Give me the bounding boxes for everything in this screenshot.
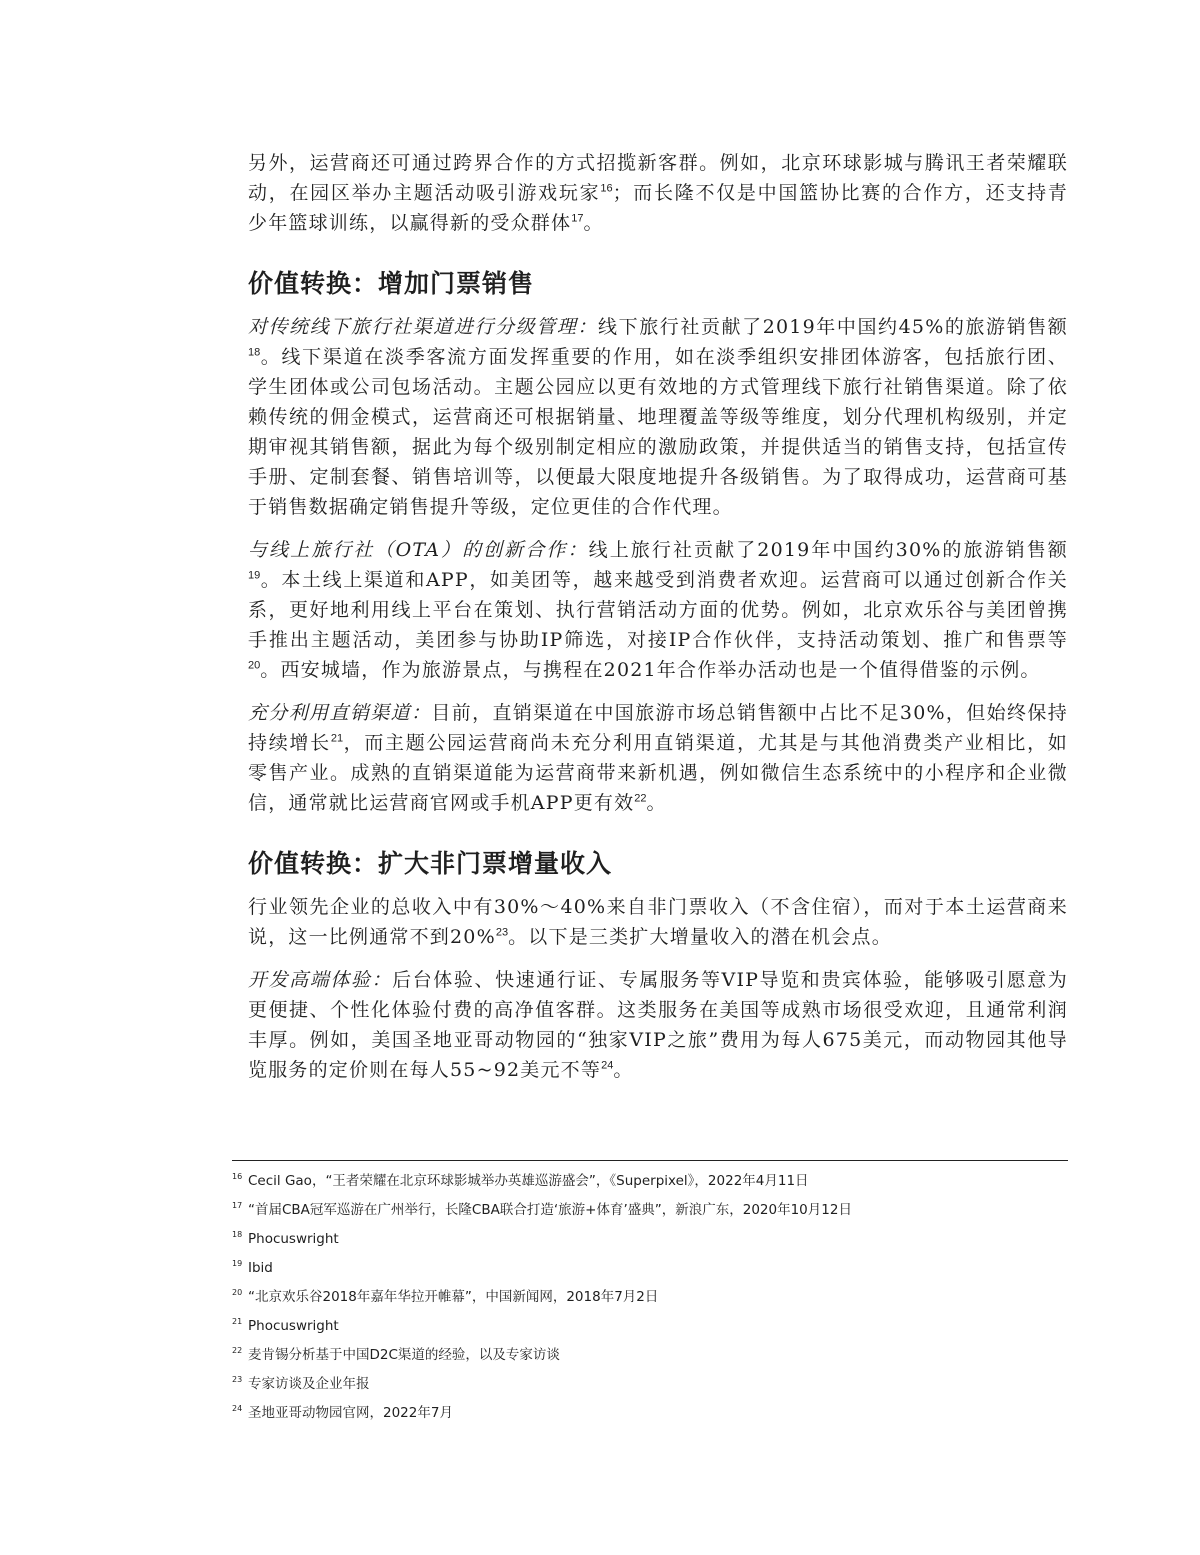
footnotes-section xyxy=(232,1160,1068,1428)
footnote-number: 17 xyxy=(232,1201,243,1210)
footnote-text: 麦肯锡分析基于中国D2C渠道的经验，以及专家访谈 xyxy=(248,1347,560,1363)
footnote-ref-20[interactable]: 20 xyxy=(248,659,261,672)
premium-experience-lead: 开发高端体验： xyxy=(248,969,393,991)
direct-channel-text-1: 目前，直销渠道在中国旅游市场总销售额中占比不足30%，但始终保持持续增长 xyxy=(248,702,1068,754)
footnote-text: Ibid xyxy=(248,1260,273,1276)
offline-agency-text-1: 线下旅行社贡献了2019年中国约45%的旅游销售额 xyxy=(598,316,1068,338)
footnote-number: 19 xyxy=(232,1259,243,1268)
footnote-ref-22[interactable]: 22 xyxy=(634,792,647,805)
footnote-text: Cecil Gao，“王者荣耀在北京环球影城举办英雄巡游盛会”，《Superpixel》，2022年4月11日 xyxy=(248,1173,809,1189)
footnote-number: 24 xyxy=(232,1404,243,1413)
footnote-item xyxy=(232,1399,1068,1428)
direct-channel-text-2: ，而主题公园运营商尚未充分利用直销渠道，尤其是与其他消费类产业相比，如零售产业。成熟的直销渠道能为运营商带来新机遇，例如微信生态系统中的小程序和企业微信，通常就比运营商官网或手机APP更有效 xyxy=(248,732,1068,814)
premium-experience-text-1: 后台体验、快速通行证、专属服务等VIP导览和贵宾体验，能够吸引愿意为更便捷、个性化体验付费的高净值客群。这类服务在美国等成熟市场很受欢迎，且通常利润丰厚。例如，美国圣地亚哥动物园的“独家VIP之旅”费用为每人675美元，而动物园其他导览服务的定价则在每人55~92美元不等 xyxy=(248,969,1068,1081)
footnote-item xyxy=(232,1341,1068,1370)
footnote-item xyxy=(232,1167,1068,1196)
ota-text-1: 线上旅行社贡献了2019年中国约30%的旅游销售额 xyxy=(588,539,1068,561)
premium-experience-paragraph xyxy=(248,965,1068,1085)
offline-agency-paragraph xyxy=(248,312,1068,522)
footnote-ref-18[interactable]: 18 xyxy=(248,346,261,359)
footnote-ref-23[interactable]: 23 xyxy=(495,926,509,939)
footnote-text: Phocuswright xyxy=(248,1231,339,1247)
footnote-text: 专家访谈及企业年报 xyxy=(248,1376,370,1392)
report-page-body xyxy=(248,148,1068,1098)
section-heading-non-ticket-revenue: 价值转换：扩大非门票增量收入 xyxy=(248,849,613,878)
direct-channel-lead: 充分利用直销渠道： xyxy=(248,702,432,724)
ota-text-3: 。西安城墙，作为旅游景点，与携程在2021年合作举办活动也是一个值得借鉴的示例。 xyxy=(260,659,1041,681)
footnote-ref-17[interactable]: 17 xyxy=(571,212,584,225)
intro-text-3: 。 xyxy=(583,212,604,234)
footnote-text: Phocuswright xyxy=(248,1318,339,1334)
intro-text-2: ；而长隆不仅是中国篮协比赛的合作方，还支持青少年篮球训练，以赢得新的受众群体 xyxy=(248,182,1068,234)
footnote-number: 20 xyxy=(232,1288,243,1297)
footnote-text: 圣地亚哥动物园官网，2022年7月 xyxy=(248,1405,453,1421)
footnote-ref-19[interactable]: 19 xyxy=(248,569,261,582)
non-ticket-intro-text-1: 行业领先企业的总收入中有30%～40%来自非门票收入（不含住宿），而对于本土运营商来说，这一比例通常不到20% xyxy=(248,896,1068,948)
footnote-ref-24[interactable]: 24 xyxy=(601,1059,614,1072)
footnote-number: 23 xyxy=(232,1375,243,1384)
footnote-number: 21 xyxy=(232,1317,243,1326)
non-ticket-intro-paragraph xyxy=(248,892,1068,952)
intro-text-1: 另外，运营商还可通过跨界合作的方式招揽新客群。例如，北京环球影城与腾讯王者荣耀联动，在园区举办主题活动吸引游戏玩家 xyxy=(248,152,1068,204)
footnote-ref-16[interactable]: 16 xyxy=(600,182,613,195)
ota-text-2: 。本土线上渠道和APP，如美团等，越来越受到消费者欢迎。运营商可以通过创新合作关系，更好地利用线上平台在策划、执行营销活动方面的优势。例如，北京欢乐谷与美团曾携手推出主题活动，美团参与协助IP筛选，对接IP合作伙伴，支持活动策划、推广和售票等 xyxy=(248,569,1068,651)
direct-channel-paragraph xyxy=(248,698,1068,818)
footnote-item xyxy=(232,1370,1068,1399)
footnote-item xyxy=(232,1283,1068,1312)
ota-lead: 与线上旅行社（OTA）的创新合作： xyxy=(248,539,589,561)
offline-agency-lead: 对传统线下旅行社渠道进行分级管理： xyxy=(248,316,599,338)
offline-agency-text-2: 。线下渠道在淡季客流方面发挥重要的作用，如在淡季组织安排团体游客，包括旅行团、学生团体或公司包场活动。主题公园应以更有效地的方式管理线下旅行社销售渠道。除了依赖传统的佣金模式，运营商还可根据销量、地理覆盖等级等维度，划分代理机构级别，并定期审视其销售额，据此为每个级别制定相应的激励政策，并提供适当的销售支持，包括宣传手册、定制套餐、销售培训等，以便最大限度地提升各级销售。为了取得成功，运营商可基于销售数据确定销售提升等级，定位更佳的合作代理。 xyxy=(248,346,1068,518)
non-ticket-intro-text-2: 。以下是三类扩大增量收入的潜在机会点。 xyxy=(508,926,892,948)
footnote-ref-21[interactable]: 21 xyxy=(330,732,344,745)
section-heading-ticket-sales: 价值转换：增加门票销售 xyxy=(248,269,535,298)
footnote-number: 22 xyxy=(232,1346,243,1355)
footnote-text: “首届CBA冠军巡游在广州举行，长隆CBA联合打造‘旅游+体育’盛典”，新浪广东，2020年10月12日 xyxy=(248,1202,852,1218)
ota-paragraph xyxy=(248,535,1068,685)
premium-experience-text-2: 。 xyxy=(613,1059,634,1081)
footnote-item xyxy=(232,1312,1068,1341)
intro-paragraph xyxy=(248,148,1068,238)
footnote-item xyxy=(232,1254,1068,1283)
footnote-number: 16 xyxy=(232,1172,243,1181)
footnote-number: 18 xyxy=(232,1230,243,1239)
footnote-item xyxy=(232,1225,1068,1254)
footnote-text: “北京欢乐谷2018年嘉年华拉开帷幕”，中国新闻网，2018年7月2日 xyxy=(248,1289,659,1305)
direct-channel-text-3: 。 xyxy=(646,792,667,814)
footnote-item xyxy=(232,1196,1068,1225)
